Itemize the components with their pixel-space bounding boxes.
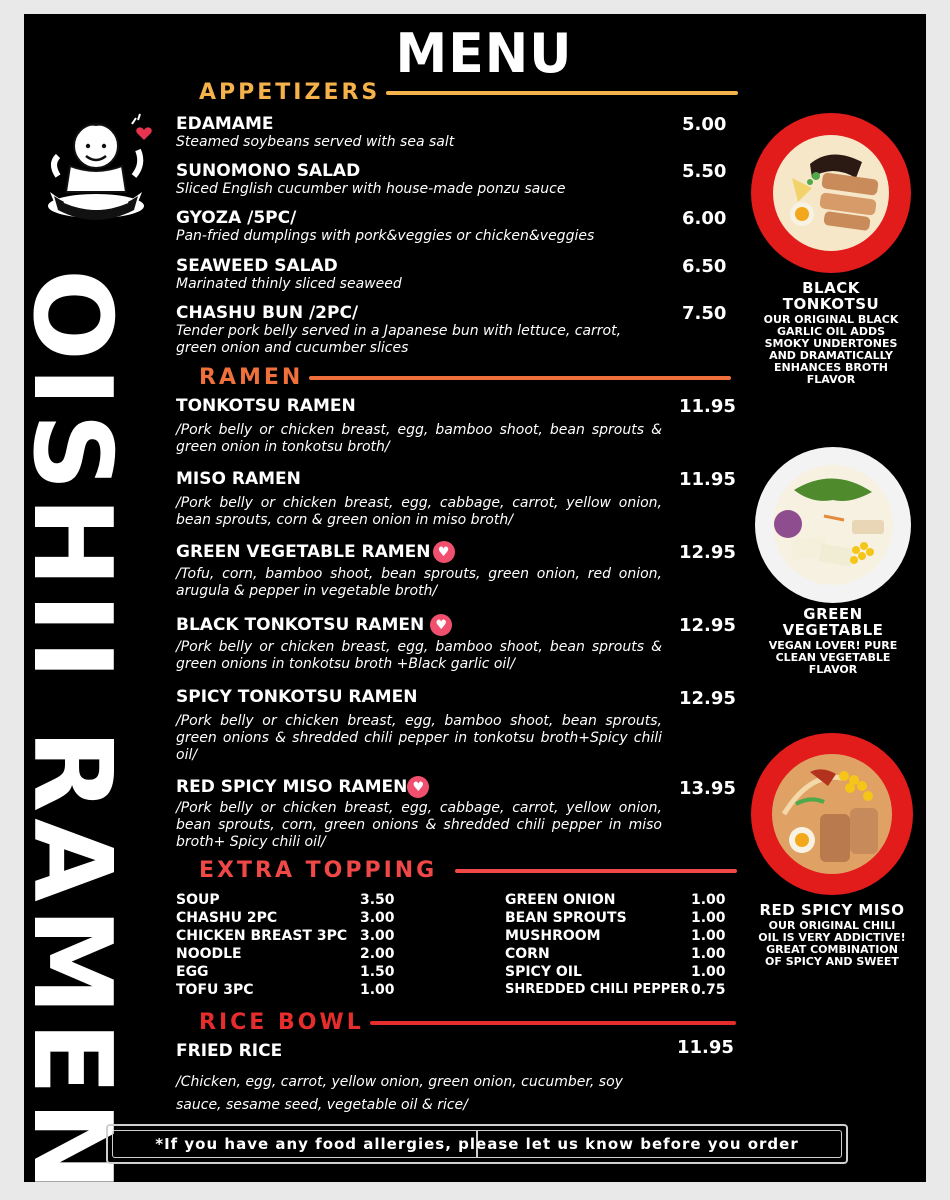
item-name: TONKOTSU RAMEN — [176, 396, 356, 416]
section-title: RICE BOWL — [199, 1010, 364, 1035]
item-price: 13.95 — [679, 778, 736, 799]
item-name: EDAMAME — [176, 114, 274, 134]
feature-title: GREEN VEGETABLE — [782, 605, 884, 639]
green-vegetable-ramen-image — [754, 446, 912, 604]
section-appetizers — [199, 80, 738, 105]
section-rice-bowl — [199, 1010, 736, 1035]
menu-item — [176, 1041, 666, 1117]
item-desc: /Pork belly or chicken breast, egg, cabbage, carrot, yellow onion, bean sprouts, corn & green onion in miso broth/ — [176, 495, 662, 528]
topping-price: 1.00 — [691, 928, 726, 944]
item-name: RED SPICY MISO RAMEN — [176, 777, 408, 797]
item-name: GYOZA /5PC/ — [176, 208, 297, 228]
item-name: MISO RAMEN — [176, 469, 301, 489]
topping-row — [176, 963, 406, 981]
topping-row — [505, 981, 735, 999]
item-name: SEAWEED SALAD — [176, 256, 338, 276]
item-desc: /Pork belly or chicken breast, egg, cabbage, carrot, yellow onion, bean sprouts, corn, green onions & shredded chili pepper in miso broth+ Spicy chili oil/ — [176, 800, 662, 850]
topping-price: 0.75 — [691, 982, 726, 998]
item-price: 5.50 — [682, 161, 727, 182]
menu-item — [176, 256, 726, 293]
menu-item — [176, 541, 662, 600]
feature-desc: OUR ORIGINAL BLACK GARLIC OIL ADDS SMOKY UNDERTONES AND DRAMATICALLY ENHANCES BROTH FLAVOR — [763, 313, 899, 386]
black-tonkotsu-ramen-image — [750, 112, 912, 274]
item-name-row — [176, 614, 452, 636]
menu-item — [176, 396, 662, 456]
item-desc: /Pork belly or chicken breast, egg, bamboo shoot, bean sprouts & green onions in tonkotsu broth +Black garlic oil/ — [176, 639, 662, 672]
extra-topping-right — [505, 891, 735, 999]
section-divider — [370, 1021, 736, 1025]
item-desc: Steamed soybeans served with sea salt — [176, 134, 455, 150]
item-price: 6.50 — [682, 256, 727, 277]
section-extra-topping — [199, 858, 737, 883]
topping-name: BEAN SPROUTS — [505, 910, 627, 926]
item-name: FRIED RICE — [176, 1041, 283, 1061]
item-price: 12.95 — [679, 542, 736, 563]
topping-row — [505, 927, 735, 945]
item-name-row — [176, 776, 429, 798]
topping-name: NOODLE — [176, 946, 242, 962]
item-name: BLACK TONKOTSU RAMEN — [176, 615, 425, 635]
item-price: 12.95 — [679, 615, 736, 636]
topping-row — [505, 909, 735, 927]
topping-price: 1.00 — [691, 910, 726, 926]
menu-item — [176, 114, 726, 151]
topping-price: 3.00 — [360, 928, 395, 944]
topping-name: CHASHU 2PC — [176, 910, 278, 926]
section-divider — [386, 91, 738, 95]
item-desc: Tender pork belly served in a Japanese bun with lettuce, carrot, green onion and cucumber slices — [176, 323, 622, 356]
topping-name: EGG — [176, 964, 209, 980]
item-price: 7.50 — [682, 303, 727, 324]
topping-row — [176, 945, 406, 963]
heart-icon: ♥ — [430, 614, 452, 636]
item-desc: /Pork belly or chicken breast, egg, bamboo shoot, bean sprouts, green onions & shredded chili pepper in tonkotsu broth+Spicy chili oil/ — [176, 713, 662, 763]
topping-price: 1.50 — [360, 964, 395, 980]
item-name: SUNOMONO SALAD — [176, 161, 361, 181]
item-desc: Pan-fried dumplings with pork&veggies or chicken&veggies — [176, 228, 595, 244]
topping-name: SPICY OIL — [505, 964, 582, 980]
section-title: EXTRA TOPPING — [199, 858, 438, 883]
topping-name: TOFU 3PC — [176, 982, 254, 998]
menu-page — [9, 14, 926, 1198]
topping-row — [176, 927, 406, 945]
feature-desc: VEGAN LOVER! PURE CLEAN VEGETABLE FLAVOR — [768, 639, 898, 676]
item-desc: /Tofu, corn, bamboo shoot, bean sprouts, green onion, red onion, arugula & pepper in vegetable broth/ — [176, 566, 662, 599]
menu-item — [176, 776, 662, 851]
menu-item — [176, 469, 662, 529]
topping-name: SOUP — [176, 892, 220, 908]
item-price: 11.95 — [679, 469, 736, 490]
chef-mascot-logo — [36, 106, 156, 226]
item-desc: Sliced English cucumber with house-made ponzu sauce — [176, 181, 566, 197]
topping-price: 1.00 — [691, 946, 726, 962]
topping-price: 1.00 — [691, 892, 726, 908]
topping-price: 2.00 — [360, 946, 395, 962]
topping-row — [505, 945, 735, 963]
item-name: CHASHU BUN /2PC/ — [176, 303, 359, 323]
feature-caption — [764, 606, 902, 676]
feature-caption — [757, 902, 907, 968]
feature-caption — [757, 280, 905, 386]
topping-name: GREEN ONION — [505, 892, 616, 908]
section-ramen — [199, 365, 731, 390]
menu-item — [176, 687, 662, 764]
item-name-row — [176, 541, 455, 563]
menu-item — [176, 614, 662, 673]
item-desc: /Chicken, egg, carrot, yellow onion, green onion, cucumber, soy sauce, sesame seed, vegetable oil & rice/ — [176, 1074, 623, 1113]
topping-price: 3.50 — [360, 892, 395, 908]
feature-title: RED SPICY MISO — [759, 901, 905, 919]
topping-name: CORN — [505, 946, 550, 962]
topping-price: 1.00 — [360, 982, 395, 998]
topping-row — [176, 909, 406, 927]
feature-desc: OUR ORIGINAL CHILI OIL IS VERY ADDICTIVE! GREAT COMBINATION OF SPICY AND SWEET — [758, 919, 906, 968]
section-divider — [455, 869, 737, 873]
menu-title: MENU — [395, 22, 573, 86]
menu-item — [176, 208, 726, 245]
topping-row — [505, 891, 735, 909]
menu-item — [176, 161, 726, 198]
heart-icon: ♥ — [407, 776, 429, 798]
topping-name: MUSHROOM — [505, 928, 601, 944]
item-price: 11.95 — [677, 1037, 734, 1058]
brand-name: OISHII RAMEN — [9, 269, 134, 1198]
menu-item — [176, 303, 656, 357]
allergy-notice-text: *If you have any food allergies, please let us know before you order — [155, 1135, 799, 1153]
item-desc: Marinated thinly sliced seaweed — [176, 276, 402, 292]
topping-price: 3.00 — [360, 910, 395, 926]
item-price: 12.95 — [679, 688, 736, 709]
allergy-notice — [106, 1124, 848, 1164]
item-name: SPICY TONKOTSU RAMEN — [176, 687, 418, 707]
brand-vertical — [9, 269, 166, 1198]
topping-price: 1.00 — [691, 964, 726, 980]
topping-name: CHICKEN BREAST 3PC — [176, 928, 348, 944]
topping-row — [176, 981, 406, 999]
item-price: 11.95 — [679, 396, 736, 417]
section-divider — [309, 376, 731, 380]
topping-row — [176, 891, 406, 909]
item-price: 5.00 — [682, 114, 727, 135]
item-price: 6.00 — [682, 208, 727, 229]
red-spicy-miso-ramen-image — [750, 732, 915, 897]
topping-row — [505, 963, 735, 981]
section-title: RAMEN — [199, 365, 304, 390]
section-title: APPETIZERS — [199, 80, 381, 105]
topping-name: SHREDDED CHILI PEPPER — [505, 982, 690, 997]
extra-topping-left — [176, 891, 406, 999]
item-name: GREEN VEGETABLE RAMEN — [176, 542, 431, 562]
feature-title: BLACK TONKOTSU — [782, 279, 880, 313]
item-desc: /Pork belly or chicken breast, egg, bamboo shoot, bean sprouts & green onion in tonkotsu broth/ — [176, 422, 662, 455]
heart-icon: ♥ — [433, 541, 455, 563]
